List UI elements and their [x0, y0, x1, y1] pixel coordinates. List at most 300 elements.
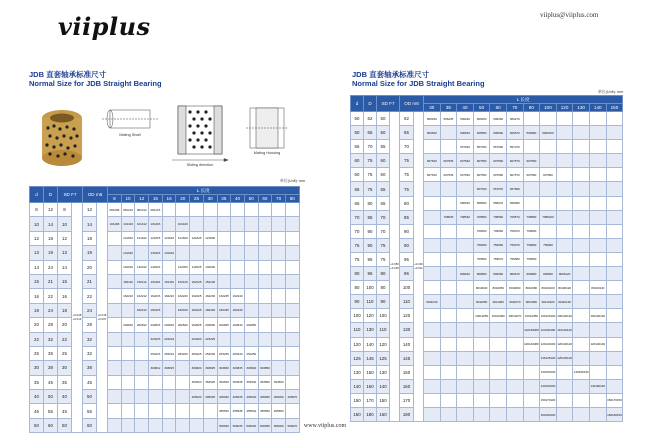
part-number-cell	[176, 404, 190, 418]
part-number-cell: 455550	[258, 404, 272, 418]
part-number-cell: 708560	[490, 210, 507, 224]
part-number-cell	[217, 246, 231, 260]
part-number-cell: 303835	[231, 361, 245, 375]
cell-od: 150	[400, 365, 414, 379]
cell-D: 110	[364, 295, 377, 309]
cell-D: 38	[44, 361, 58, 375]
part-number-cell: 081212	[135, 203, 149, 217]
part-number-cell: 809650	[473, 267, 490, 281]
part-number-cell: 759570	[490, 252, 507, 266]
part-number-cell: 162212	[135, 289, 149, 303]
part-number-cell: 10012070	[506, 309, 523, 323]
part-number-cell: 657570	[490, 182, 507, 196]
part-number-cell: 150170100	[540, 393, 557, 407]
part-number-cell	[285, 217, 299, 231]
right-title-cn: JDB 直套轴承标准尺寸	[352, 70, 430, 79]
part-number-cell: 80100100	[540, 281, 557, 295]
part-number-cell	[285, 203, 299, 217]
part-number-cell: 9011030	[424, 295, 441, 309]
part-number-cell: 303825	[203, 361, 217, 375]
part-number-cell: 160180150	[606, 407, 623, 421]
part-number-cell	[258, 231, 272, 245]
part-number-cell	[162, 217, 176, 231]
part-number-cell	[589, 168, 606, 182]
part-number-cell: 131915	[149, 246, 163, 260]
part-number-cell: 121815	[149, 231, 163, 245]
part-number-cell	[424, 309, 441, 323]
part-number-cell: 182430	[203, 303, 217, 317]
part-number-cell: 162220	[176, 289, 190, 303]
part-number-cell: 152116	[162, 274, 176, 288]
cell-sd: 75	[377, 238, 390, 252]
length-header: 140	[589, 104, 606, 112]
part-number-cell	[506, 407, 523, 421]
cell-od: 85	[400, 210, 414, 224]
part-number-cell	[457, 379, 474, 393]
part-number-cell	[473, 351, 490, 365]
cell-d: 130	[351, 365, 364, 379]
part-number-cell	[573, 140, 590, 154]
part-number-cell	[506, 365, 523, 379]
cell-D: 19	[44, 246, 58, 260]
footer-url: www.viiplus.com	[303, 423, 347, 429]
part-number-cell	[108, 318, 122, 332]
part-number-cell: 162230	[203, 289, 217, 303]
part-number-cell	[285, 246, 299, 260]
part-number-cell: 202850	[244, 318, 258, 332]
part-number-cell: 607580	[523, 154, 540, 168]
cell-D: 140	[364, 337, 377, 351]
part-number-cell: 354535	[231, 375, 245, 389]
part-number-cell	[440, 252, 457, 266]
part-number-cell	[231, 274, 245, 288]
part-number-cell	[258, 274, 272, 288]
part-number-cell	[272, 332, 286, 346]
length-header: 60	[258, 195, 272, 203]
part-number-cell	[121, 390, 135, 404]
part-number-cell	[108, 361, 122, 375]
od-tolerance: +0.018 +0.007	[97, 203, 108, 433]
part-number-cell: 354520	[190, 375, 204, 389]
part-number-cell: 405025	[203, 390, 217, 404]
part-number-cell	[606, 210, 623, 224]
part-number-cell: 5065100	[540, 126, 557, 140]
part-number-cell: 405040	[244, 390, 258, 404]
cell-od: 70	[400, 140, 414, 154]
part-number-cell	[589, 238, 606, 252]
cell-od: 75	[400, 168, 414, 182]
part-number-cell	[231, 231, 245, 245]
part-number-cell: 607570	[506, 168, 523, 182]
part-number-cell: 557040	[457, 140, 474, 154]
part-number-cell	[285, 260, 299, 274]
part-number-cell	[490, 407, 507, 421]
part-number-cell	[244, 231, 258, 245]
part-number-cell	[523, 365, 540, 379]
part-number-cell: 303815	[162, 361, 176, 375]
cell-D: 75	[364, 168, 377, 182]
part-number-cell: 110130080	[523, 323, 540, 337]
part-number-cell: 10012050	[473, 309, 490, 323]
table-row	[30, 375, 300, 389]
part-number-cell: 405070	[285, 390, 299, 404]
part-number-cell: 506540	[457, 126, 474, 140]
cell-d: 25	[30, 346, 44, 360]
cell-d: 60	[351, 168, 364, 182]
cell-od: 38	[83, 361, 97, 375]
part-number-cell	[272, 318, 286, 332]
part-number-cell	[272, 231, 286, 245]
part-number-cell: 202810	[121, 318, 135, 332]
cell-sd: 22	[58, 332, 72, 346]
part-number-cell	[203, 246, 217, 260]
cell-d: 35	[30, 375, 44, 389]
part-number-cell	[258, 217, 272, 231]
part-number-cell: 9011070	[506, 295, 523, 309]
cell-sd: 110	[377, 323, 390, 337]
part-number-cell: 125145100	[540, 351, 557, 365]
part-number-cell: 8010050	[490, 281, 507, 295]
cell-D: 21	[44, 274, 58, 288]
part-number-cell: 708570	[506, 210, 523, 224]
part-number-cell	[589, 126, 606, 140]
part-number-cell	[606, 309, 623, 323]
cell-sd: 65	[377, 196, 390, 210]
part-number-cell	[589, 182, 606, 196]
cell-sd: 50	[58, 418, 72, 432]
cell-d: 120	[351, 337, 364, 351]
part-number-cell	[506, 337, 523, 351]
length-header: 80	[285, 195, 299, 203]
part-number-cell	[244, 203, 258, 217]
cell-od: 22	[83, 289, 97, 303]
part-number-cell: 100120100	[540, 309, 557, 323]
part-number-cell	[573, 323, 590, 337]
part-number-cell	[162, 260, 176, 274]
part-number-cell	[440, 393, 457, 407]
part-number-cell	[424, 196, 441, 210]
cell-od: 170	[400, 393, 414, 407]
part-number-cell	[176, 332, 190, 346]
part-number-cell: 354550	[258, 375, 272, 389]
part-number-cell	[589, 196, 606, 210]
part-number-cell	[523, 407, 540, 421]
part-number-cell: 162235	[217, 289, 231, 303]
part-number-cell	[573, 224, 590, 238]
part-number-cell	[285, 332, 299, 346]
part-number-cell: 708550	[473, 210, 490, 224]
part-number-cell: 110130100	[540, 323, 557, 337]
cell-d: 65	[351, 196, 364, 210]
part-number-cell: 405030	[217, 390, 231, 404]
part-number-cell	[573, 281, 590, 295]
cell-d: 80	[351, 267, 364, 281]
part-number-cell	[285, 375, 299, 389]
cell-od: 45	[83, 375, 97, 389]
part-number-cell	[272, 246, 286, 260]
part-number-cell: 223216	[162, 332, 176, 346]
part-number-cell	[162, 390, 176, 404]
part-number-cell	[589, 252, 606, 266]
part-number-cell	[231, 203, 245, 217]
cell-od: 18	[83, 231, 97, 245]
part-number-cell: 162216	[162, 289, 176, 303]
length-header: 60	[490, 104, 507, 112]
part-number-cell: 90110120	[556, 295, 573, 309]
cell-od: 20	[83, 260, 97, 274]
cell-d: 50	[351, 126, 364, 140]
part-number-cell	[121, 404, 135, 418]
cell-sd: 150	[377, 393, 390, 407]
part-number-cell	[473, 323, 490, 337]
part-number-cell	[244, 217, 258, 231]
part-number-cell: 101408	[108, 217, 122, 231]
part-number-cell	[121, 375, 135, 389]
part-number-cell: 354525	[203, 375, 217, 389]
part-number-cell	[473, 337, 490, 351]
part-number-cell: 455540	[244, 404, 258, 418]
part-number-cell	[606, 267, 623, 281]
cell-sd: 80	[377, 267, 390, 281]
table-row	[30, 246, 300, 260]
part-number-cell: 607550	[473, 168, 490, 182]
part-number-cell: 506230	[424, 112, 441, 126]
cell-D: 100	[364, 281, 377, 295]
col-header-length: L 长度	[108, 187, 300, 195]
part-number-cell: 90110100	[540, 295, 557, 309]
part-number-cell: 121810	[121, 231, 135, 245]
part-number-cell	[573, 252, 590, 266]
part-number-cell	[285, 303, 299, 317]
part-number-cell	[556, 140, 573, 154]
cell-D: 22	[44, 289, 58, 303]
part-number-cell: 708580	[523, 210, 540, 224]
part-number-cell	[203, 404, 217, 418]
part-number-cell	[258, 203, 272, 217]
part-number-cell	[244, 274, 258, 288]
part-number-cell	[217, 260, 231, 274]
part-number-cell	[162, 375, 176, 389]
cell-od: 160	[400, 379, 414, 393]
col-header-d: d	[30, 187, 44, 203]
cell-D: 35	[44, 346, 58, 360]
part-number-cell: 253230	[203, 346, 217, 360]
part-number-cell: 8010060	[506, 281, 523, 295]
part-number-cell: 607535	[440, 168, 457, 182]
part-number-cell: 557050	[473, 140, 490, 154]
cell-D: 90	[364, 238, 377, 252]
cell-od: 96	[400, 267, 414, 281]
part-number-cell: 506050	[258, 418, 272, 432]
table-row	[30, 203, 300, 217]
part-number-cell	[272, 346, 286, 360]
length-header: 120	[556, 104, 573, 112]
part-number-cell	[473, 393, 490, 407]
col-header-D: D	[364, 96, 377, 112]
cell-d: 16	[30, 289, 44, 303]
length-header: 70	[272, 195, 286, 203]
part-number-cell: 202825	[190, 318, 204, 332]
part-number-cell	[540, 182, 557, 196]
part-number-cell	[589, 224, 606, 238]
part-number-cell: 121816	[162, 231, 176, 245]
part-number-cell: 506550	[473, 126, 490, 140]
part-number-cell	[440, 126, 457, 140]
part-number-cell	[457, 295, 474, 309]
part-number-cell	[540, 112, 557, 126]
part-number-cell	[440, 196, 457, 210]
part-number-cell: 8010040	[473, 281, 490, 295]
cell-d: 70	[351, 224, 364, 238]
part-number-cell	[589, 210, 606, 224]
cell-d: 70	[351, 210, 364, 224]
part-number-cell	[457, 224, 474, 238]
cell-sd: 100	[377, 309, 390, 323]
part-number-cell	[176, 361, 190, 375]
cell-sd: 20	[58, 318, 72, 332]
cell-sd: 60	[377, 168, 390, 182]
part-number-cell: 223220	[190, 332, 204, 346]
length-header: 30	[203, 195, 217, 203]
part-number-cell	[606, 337, 623, 351]
part-number-cell: 125145120	[556, 351, 573, 365]
part-number-cell: 101415	[149, 217, 163, 231]
cell-sd: 35	[58, 375, 72, 389]
table-row	[30, 217, 300, 231]
part-number-cell	[258, 346, 272, 360]
bearing-drawing	[32, 96, 302, 172]
part-number-cell	[108, 390, 122, 404]
part-number-cell	[556, 393, 573, 407]
part-number-cell: 809640	[457, 267, 474, 281]
right-spec-table	[350, 95, 623, 422]
cell-d: 22	[30, 332, 44, 346]
cell-od: 28	[83, 318, 97, 332]
part-number-cell	[162, 203, 176, 217]
cell-od: 32	[83, 346, 97, 360]
part-number-cell	[540, 252, 557, 266]
table-row	[30, 274, 300, 288]
part-number-cell	[217, 274, 231, 288]
cell-D: 12	[44, 203, 58, 217]
right-unit-label: 单位(Unit): mm	[598, 90, 624, 94]
part-number-cell	[573, 126, 590, 140]
part-number-cell	[573, 379, 590, 393]
left-unit-label: 单位(Unit): mm	[280, 179, 306, 183]
part-number-cell	[424, 337, 441, 351]
cell-sd: 140	[377, 379, 390, 393]
cell-D: 145	[364, 351, 377, 365]
part-number-cell: 182420	[176, 303, 190, 317]
part-number-cell: 506070	[285, 418, 299, 432]
part-number-cell	[424, 365, 441, 379]
part-number-cell	[440, 337, 457, 351]
part-number-cell: 152115	[149, 274, 163, 288]
part-number-cell	[424, 224, 441, 238]
part-number-cell	[473, 365, 490, 379]
cell-d: 160	[351, 407, 364, 421]
cell-D: 24	[44, 303, 58, 317]
part-number-cell: 140160100	[540, 379, 557, 393]
cell-sd: 50	[377, 112, 390, 126]
part-number-cell: 202816	[162, 318, 176, 332]
cell-od: 32	[83, 332, 97, 346]
part-number-cell	[440, 140, 457, 154]
part-number-cell	[556, 407, 573, 421]
part-number-cell	[121, 346, 135, 360]
part-number-cell: 759590	[523, 252, 540, 266]
part-number-cell: 162210	[121, 289, 135, 303]
part-number-cell	[190, 404, 204, 418]
cell-sd: 70	[377, 210, 390, 224]
part-number-cell: 8096120	[556, 267, 573, 281]
part-number-cell	[457, 238, 474, 252]
part-number-cell: 120140080	[523, 337, 540, 351]
part-number-cell	[424, 210, 441, 224]
part-number-cell: 150170150	[606, 393, 623, 407]
part-number-cell: 657540	[473, 182, 490, 196]
part-number-cell	[108, 404, 122, 418]
col-header-od: OD m6	[83, 187, 108, 203]
part-number-cell: 253250	[244, 346, 258, 360]
part-number-cell: 253220	[176, 346, 190, 360]
part-number-cell: 506560	[490, 126, 507, 140]
part-number-cell: 658040	[457, 196, 474, 210]
part-number-cell	[424, 393, 441, 407]
left-section-title	[29, 70, 162, 88]
part-number-cell	[490, 393, 507, 407]
part-number-cell	[440, 267, 457, 281]
part-number-cell: 140160140	[589, 379, 606, 393]
cell-od: 24	[83, 303, 97, 317]
table-row	[30, 231, 300, 245]
part-number-cell	[149, 404, 163, 418]
part-number-cell: 9011050	[473, 295, 490, 309]
col-header-sd: SD F7	[58, 187, 83, 203]
col-header-od: OD m6	[400, 96, 424, 112]
part-number-cell: 142012	[135, 260, 149, 274]
part-number-cell	[272, 361, 286, 375]
cell-od: 65	[400, 126, 414, 140]
part-number-cell	[176, 246, 190, 260]
part-number-cell	[190, 246, 204, 260]
part-number-cell	[424, 267, 441, 281]
part-number-cell: 303820	[190, 361, 204, 375]
part-number-cell: 607530	[424, 168, 441, 182]
cell-d: 40	[30, 390, 44, 404]
part-number-cell: 506040	[244, 418, 258, 432]
part-number-cell: 607535	[440, 154, 457, 168]
part-number-cell: 253216	[162, 346, 176, 360]
part-number-cell	[121, 361, 135, 375]
part-number-cell	[606, 238, 623, 252]
part-number-cell	[285, 231, 299, 245]
part-number-cell	[108, 332, 122, 346]
part-number-cell: 607540	[457, 154, 474, 168]
part-number-cell	[108, 231, 122, 245]
length-header: 35	[440, 104, 457, 112]
part-number-cell: 131916	[162, 246, 176, 260]
part-number-cell: 759090	[540, 238, 557, 252]
part-number-cell: 657580	[506, 182, 523, 196]
part-number-cell: 303840	[244, 361, 258, 375]
cell-d: 55	[351, 140, 364, 154]
cell-d: 100	[351, 309, 364, 323]
part-number-cell	[573, 238, 590, 252]
part-number-cell	[606, 351, 623, 365]
part-number-cell	[490, 323, 507, 337]
part-number-cell: 101412	[135, 217, 149, 231]
